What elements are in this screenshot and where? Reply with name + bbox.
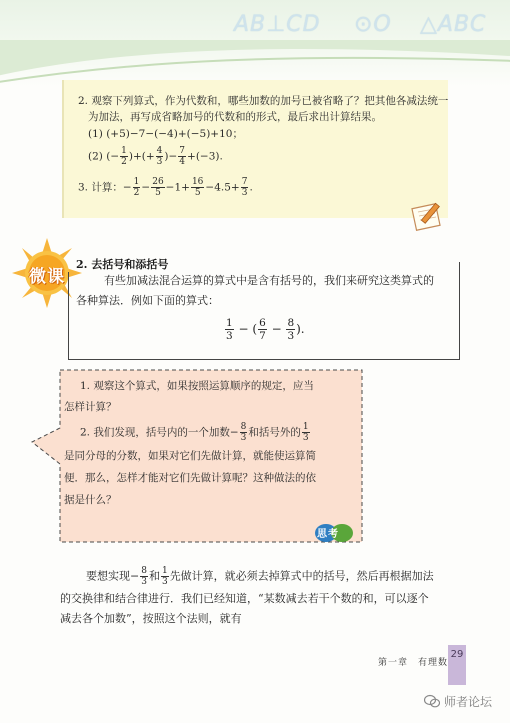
chapter-label: 第一章 有理数 — [378, 658, 449, 668]
intro-line1: 有些加减法混合运算的算式中是含有括号的，我们来研究这类算式的 — [104, 274, 434, 287]
think-badge-label: 思考 — [317, 529, 339, 540]
fraction: $\frac{16}{5}$ — [191, 177, 204, 198]
body-line3: 减去各个加数”，按照这个法则，就有 — [60, 612, 242, 625]
fraction: $\frac{6}{7}$ — [259, 317, 266, 342]
think-q2-text-b: 和括号外的 — [248, 426, 301, 439]
exercise-3-prefix: 3. 计算： — [78, 181, 123, 194]
section-title: 2. 去括号和添括号 — [76, 258, 169, 271]
exercise-3-mid1: −1+ — [165, 181, 190, 194]
top-banner — [0, 0, 510, 86]
exercise-2-line2: 为加法，再写成省略加号的代数和的形式，最后求出计算结果。 — [88, 111, 382, 123]
fraction: $\frac{1}{2}$ — [121, 146, 127, 167]
exercise-2-line1: 2. 观察下列算式，作为代数和，哪些加数的加号已被省略了？把其他各减法统一 — [78, 95, 449, 107]
frame-left-line — [68, 272, 69, 360]
think-q2-line4: 据是什么？ — [64, 494, 117, 506]
exercise-2-part2: (2) (− $\frac{1}{2}$ )+(+ $\frac{4}{3}$ )− $\frac{7}{4}$ +(−3). — [88, 146, 223, 167]
fraction: $\frac{1}{2}$ — [133, 177, 140, 198]
fraction: $\frac{8}{3}$ — [287, 317, 295, 342]
exercise-2-part2-prefix: (2) — [88, 150, 107, 163]
body-line1-c: 先做计算，就必须去掉算式中的括号，然后再根据加法 — [169, 569, 434, 583]
header-symbol-perpendicular: AB⊥CD — [234, 12, 321, 37]
frame-right-line — [459, 262, 460, 360]
weike-badge-label: 微课 — [29, 267, 65, 287]
example-expression: $\frac{1}{3}$ − ( $\frac{6}{7}$ − $\frac{8}{3}$ ). — [226, 317, 305, 342]
exercise-3: 3. 计算：− $\frac{1}{2}$ − $\frac{26}{5}$ −1+ $\frac{16}{5}$ −4.5+ $\frac{7}{3}$ . — [78, 177, 253, 198]
header-symbol-triangle: △ABC — [420, 12, 487, 37]
think-q2-line2: 是同分母的分数，如果对它们先做计算，就能使运算简 — [64, 450, 316, 462]
exercise-2-part2-tail: +(−3). — [187, 150, 223, 163]
watermark-text: 师者论坛 — [444, 695, 493, 709]
body-line2: 的交换律和结合律进行．我们已经知道，“某数减去若干个数的和，可以逐个 — [60, 592, 429, 605]
header-symbol-circle: ⊙O — [354, 12, 392, 37]
fraction: $\frac{8}{3}$ — [141, 566, 147, 587]
exercise-2-part1: (1) (+5)−7−(−4)+(−5)+10； — [88, 128, 243, 140]
pencil-notepad-icon — [410, 200, 450, 232]
fraction: $\frac{1}{3}$ — [226, 317, 233, 342]
page-number: 29 — [448, 645, 466, 685]
think-q2-line3: 便．那么，怎样才能对它们先做计算呢？这种做法的依 — [64, 472, 316, 484]
fraction: $\frac{4}{3}$ — [156, 146, 163, 167]
think-q1-line2: 怎样计算？ — [64, 401, 117, 413]
think-q2-text-a: 2. 我们发现，括号内的一个加数− — [80, 426, 239, 439]
fraction: $\frac{26}{5}$ — [152, 177, 164, 198]
wechat-icon — [424, 694, 440, 708]
think-q1-line1: 1. 观察这个算式，如果按照运算顺序的规定，应当 — [80, 380, 314, 392]
body-line1-b: 和 — [148, 569, 160, 583]
exercise-3-mid2: −4.5+ — [205, 181, 240, 194]
intro-line2: 各种算法．例如下面的算式： — [76, 294, 219, 307]
think-q2-line1 — [80, 422, 311, 444]
fraction: $\frac{1}{3}$ — [161, 566, 168, 587]
fraction: $\frac{1}{3}$ — [302, 422, 309, 443]
fraction: $\frac{8}{3}$ — [240, 422, 247, 443]
fraction: $\frac{7}{4}$ — [179, 146, 186, 167]
body-line1-a: 要想实现− — [86, 569, 140, 583]
body-line1 — [86, 566, 434, 587]
fraction: $\frac{7}{3}$ — [241, 177, 248, 198]
frame-bottom-line — [68, 359, 460, 360]
header-math-symbols — [234, 12, 504, 52]
